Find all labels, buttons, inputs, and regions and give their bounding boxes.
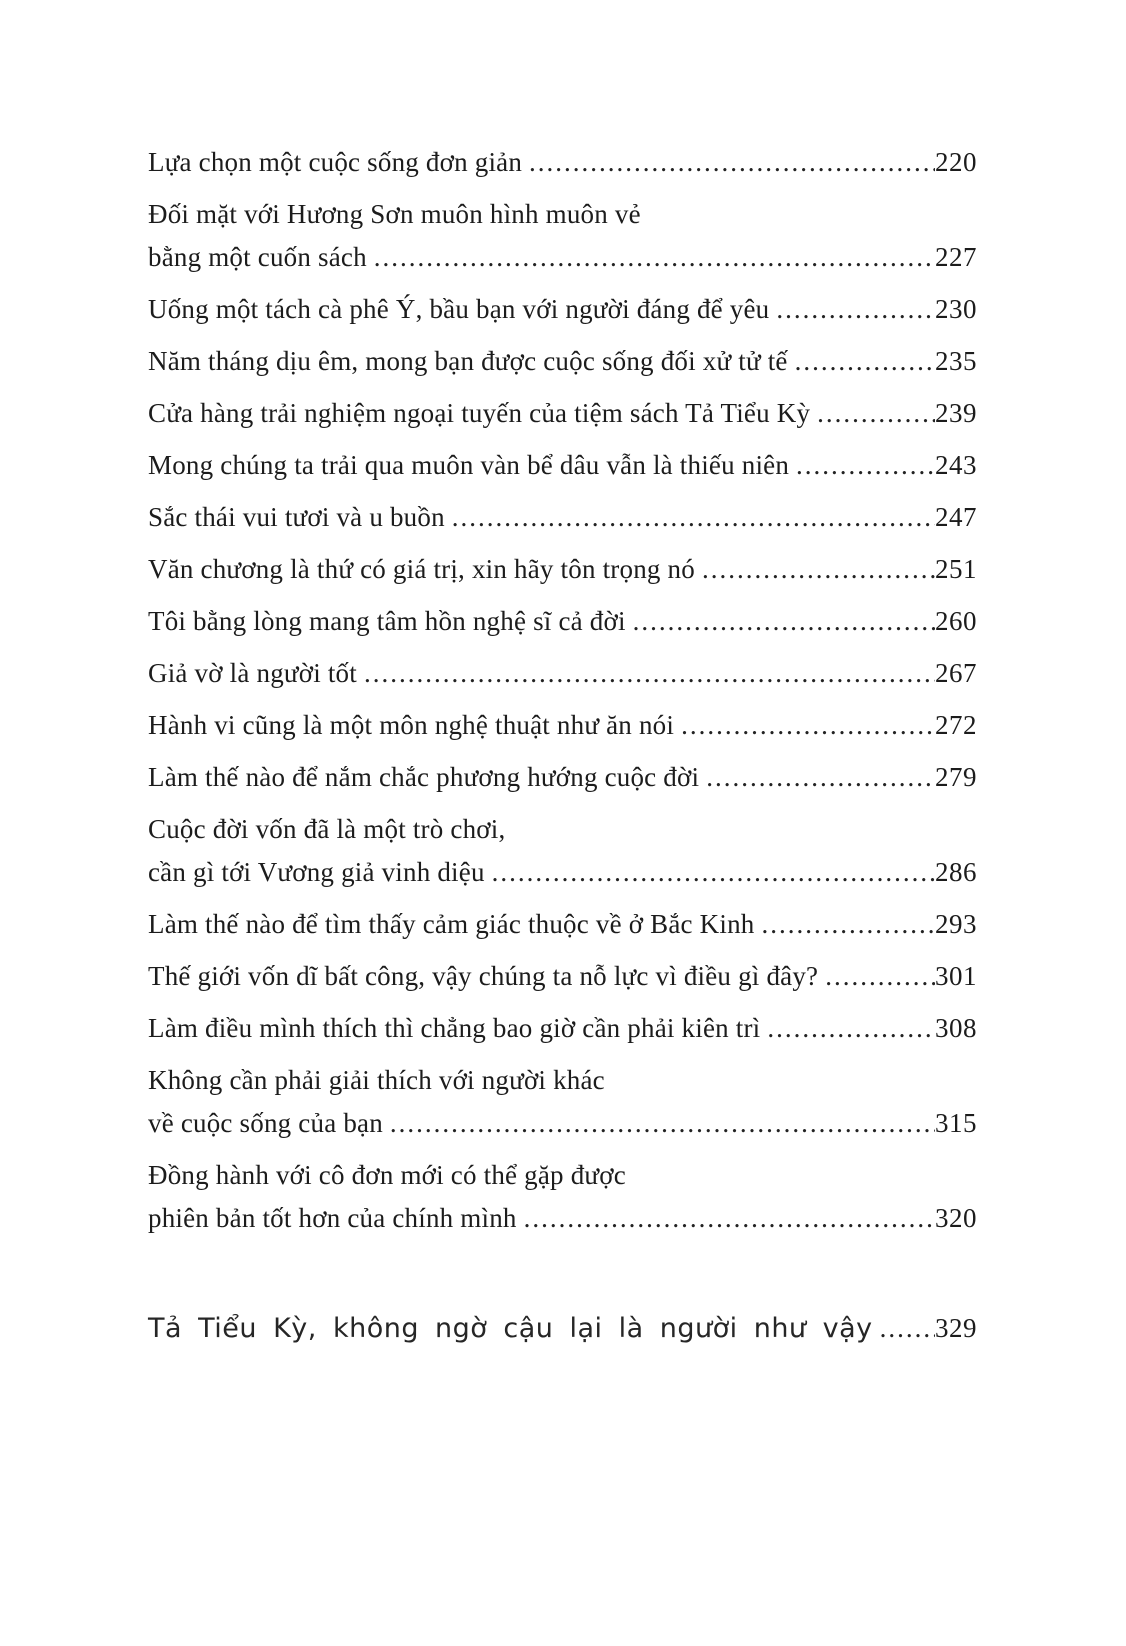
toc-entry-title: phiên bản tốt hơn của chính mình	[148, 1203, 517, 1233]
toc-row	[148, 756, 977, 799]
toc-entry-title: Cửa hàng trải nghiệm ngoại tuyến của tiệm sách Tả Tiểu Kỳ	[148, 398, 811, 428]
toc-row	[148, 193, 977, 236]
toc-page-number: 279	[935, 762, 977, 792]
toc-row	[148, 652, 977, 695]
dot-leader	[390, 1102, 935, 1145]
toc-entry-title: Năm tháng dịu êm, mong bạn được cuộc sống đối xử tử tế	[148, 346, 788, 376]
toc-entry-title: về cuộc sống của bạn	[148, 1108, 383, 1138]
toc-page-number: 260	[935, 606, 977, 636]
toc-entry-title: Không cần phải giải thích với người khác	[148, 1065, 605, 1095]
toc-page-number: 247	[935, 502, 977, 532]
toc-row	[148, 340, 977, 383]
toc-entry-title: bằng một cuốn sách	[148, 242, 367, 272]
toc-row	[148, 548, 977, 591]
toc-row	[148, 1059, 977, 1102]
toc-page-number: 293	[935, 909, 977, 939]
toc-entry-title: Sắc thái vui tươi và u buồn	[148, 502, 445, 532]
toc-page-number: 272	[935, 710, 977, 740]
toc-entry-title: Đối mặt với Hương Sơn muôn hình muôn vẻ	[148, 199, 641, 229]
toc-entry-title: Giả vờ là người tốt	[148, 658, 357, 688]
dot-leader	[452, 496, 935, 539]
toc-entry-title: Đồng hành với cô đơn mới có thể gặp được	[148, 1160, 626, 1190]
toc-page-number: 230	[935, 294, 977, 324]
toc-entry-title: Làm thế nào để tìm thấy cảm giác thuộc về ở Bắc Kinh	[148, 909, 755, 939]
toc-row	[148, 808, 977, 851]
toc-row	[148, 903, 977, 946]
toc-row	[148, 444, 977, 487]
dot-leader	[633, 600, 935, 643]
dot-leader	[796, 444, 935, 487]
toc-entry-title: cần gì tới Vương giả vinh diệu	[148, 857, 485, 887]
toc-entry-title: Làm thế nào để nắm chắc phương hướng cuộc đời	[148, 762, 700, 792]
toc-entry-title: Tôi bằng lòng mang tâm hồn nghệ sĩ cả đời	[148, 606, 626, 636]
toc-page-number: 320	[935, 1203, 977, 1233]
dot-leader	[795, 340, 935, 383]
toc-entry-title: Lựa chọn một cuộc sống đơn giản	[148, 147, 523, 177]
toc-page-number: 301	[935, 961, 977, 991]
dot-leader	[364, 652, 935, 695]
dot-leader	[767, 1007, 935, 1050]
toc-row	[148, 1154, 977, 1197]
toc-entry-title: Hành vi cũng là một môn nghệ thuật như ăn nói	[148, 710, 675, 740]
dot-leader	[524, 1197, 935, 1240]
dot-leader	[529, 141, 935, 184]
toc-page-number: 286	[935, 857, 977, 887]
toc-row	[148, 851, 977, 894]
toc-page-number: 251	[935, 554, 977, 584]
dot-leader	[681, 704, 935, 747]
toc-row	[148, 288, 977, 331]
toc-footer-row	[148, 1307, 977, 1350]
toc-page-number: 267	[935, 658, 977, 688]
toc-page-number: 239	[935, 398, 977, 428]
toc-row	[148, 955, 977, 998]
toc-page-number: 243	[935, 450, 977, 480]
toc-page-number: 235	[935, 346, 977, 376]
toc-page-number: 227	[935, 242, 977, 272]
toc-row	[148, 392, 977, 435]
toc-row	[148, 141, 977, 184]
toc-page-number: 329	[935, 1313, 977, 1343]
toc-row	[148, 1007, 977, 1050]
dot-leader	[492, 851, 935, 894]
toc-entry-title: Mong chúng ta trải qua muôn vàn bể dâu vẫn là thiếu niên	[148, 450, 790, 480]
toc-entry-title: Cuộc đời vốn đã là một trò chơi,	[148, 814, 506, 844]
toc-row	[148, 600, 977, 643]
toc-page-number: 308	[935, 1013, 977, 1043]
toc-row	[148, 496, 977, 539]
toc-page-number: 315	[935, 1108, 977, 1138]
toc-row	[148, 704, 977, 747]
dot-leader	[776, 288, 935, 331]
toc-row	[148, 236, 977, 279]
dot-leader	[825, 955, 935, 998]
toc-row	[148, 1102, 977, 1145]
dot-leader	[374, 236, 935, 279]
dot-leader	[761, 903, 935, 946]
dot-leader	[706, 756, 935, 799]
dot-leader	[880, 1307, 935, 1350]
toc-entry-title: Uống một tách cà phê Ý, bầu bạn với người đáng để yêu	[148, 294, 770, 324]
toc-page-number: 220	[935, 147, 977, 177]
toc-row	[148, 1197, 977, 1240]
toc-footer-title: Tả Tiểu Kỳ, không ngờ cậu lại là người như vậy	[148, 1313, 873, 1344]
dot-leader	[817, 392, 935, 435]
toc-entry-title: Làm điều mình thích thì chẳng bao giờ cần phải kiên trì	[148, 1013, 761, 1043]
toc-entry-title: Văn chương là thứ có giá trị, xin hãy tôn trọng nó	[148, 554, 695, 584]
toc-entry-title: Thế giới vốn dĩ bất công, vậy chúng ta nỗ lực vì điều gì đây?	[148, 961, 819, 991]
dot-leader	[702, 548, 935, 591]
